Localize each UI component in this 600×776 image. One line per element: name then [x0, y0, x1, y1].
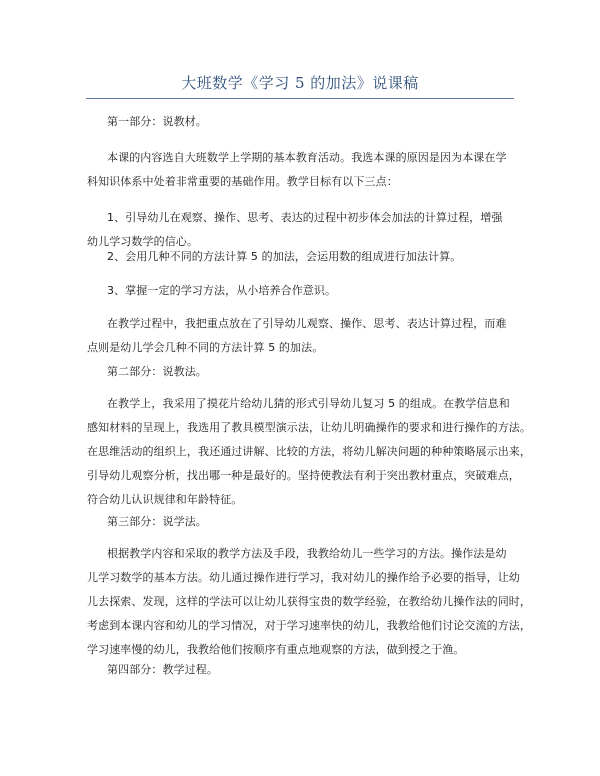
paragraph-section-1-heading	[87, 110, 519, 134]
text-line: 点则是幼儿学会几种不同的方法计算 5 的加法。	[87, 341, 324, 354]
text-line: 在教学上，我采用了摸花片给幼儿猜的形式引导幼儿复习 5 的组成。在教学信息和	[107, 397, 510, 410]
paragraph-intro	[87, 146, 519, 194]
paragraph-section-4-heading	[87, 658, 519, 682]
text-line: 考虑到本课内容和幼儿的学习情况，对于学习速率快的幼儿，我教给他们讨论交流的方法，	[87, 619, 531, 632]
paragraph-learning-method	[87, 542, 531, 662]
text-line: 根据教学内容和采取的教学方法及手段，我教给幼儿一些学习的方法。操作法是幼	[107, 547, 507, 560]
text-line: 第三部分：说学法。	[107, 515, 207, 528]
text-line: 幼儿学习数学的信心。	[87, 235, 198, 248]
paragraph-goal-2	[87, 245, 519, 269]
text-line: 在教学过程中，我把重点放在了引导幼儿观察、操作、思考、表达计算过程，而难	[107, 317, 507, 330]
text-line: 第二部分：说教法。	[107, 365, 207, 378]
text-line: 在思维活动的组织上，我还通过讲解、比较的方法，将幼儿解决问题的种种策略展示出来，	[87, 445, 531, 458]
text-line: 儿学习数学的基本方法。幼儿通过操作进行学习，我对幼儿的操作给予必要的指导，让幼	[87, 571, 520, 584]
text-line: 引导幼儿观察分析，找出哪一种是最好的。坚持使教法有利于突出教材重点，突破难点，	[87, 469, 520, 482]
text-line: 3、掌握一定的学习方法，从小培养合作意识。	[107, 284, 337, 297]
paragraph-teaching-method	[87, 392, 531, 512]
text-line: 学习速率慢的幼儿，我教给他们按顺序有重点地观察的方法，做到授之于渔。	[87, 643, 465, 656]
text-line: 1、引导幼儿在观察、操作、思考、表达的过程中初步体会加法的计算过程，增强	[107, 211, 503, 224]
text-line: 2、会用几种不同的方法计算 5 的加法，会运用数的组成进行加法计算。	[107, 250, 462, 263]
paragraph-goal-3	[87, 279, 519, 303]
text-line: 儿去探索、发现，这样的学法可以让幼儿获得宝贵的数学经验，在教给幼儿操作法的同时，	[87, 595, 531, 608]
text-line: 本课的内容选自大班数学上学期的基本教育活动。我选本课的原因是因为本课在学	[107, 151, 507, 164]
title-divider	[86, 98, 514, 99]
paragraph-section-2-heading	[87, 360, 519, 384]
text-line: 符合幼儿认识规律和年龄特征。	[87, 493, 243, 506]
text-line: 第一部分：说教材。	[107, 115, 207, 128]
paragraph-focus	[87, 312, 519, 360]
document-title: 大班数学《学习 5 的加法》说课稿	[181, 74, 419, 92]
text-line: 科知识体系中处着非常重要的基础作用。教学目标有以下三点：	[87, 175, 398, 188]
paragraph-section-3-heading	[87, 510, 519, 534]
text-line: 感知材料的呈现上，我选用了教具模型演示法，让幼儿明确操作的要求和进行操作的方法。	[87, 421, 531, 434]
text-line: 第四部分：教学过程。	[107, 663, 218, 676]
